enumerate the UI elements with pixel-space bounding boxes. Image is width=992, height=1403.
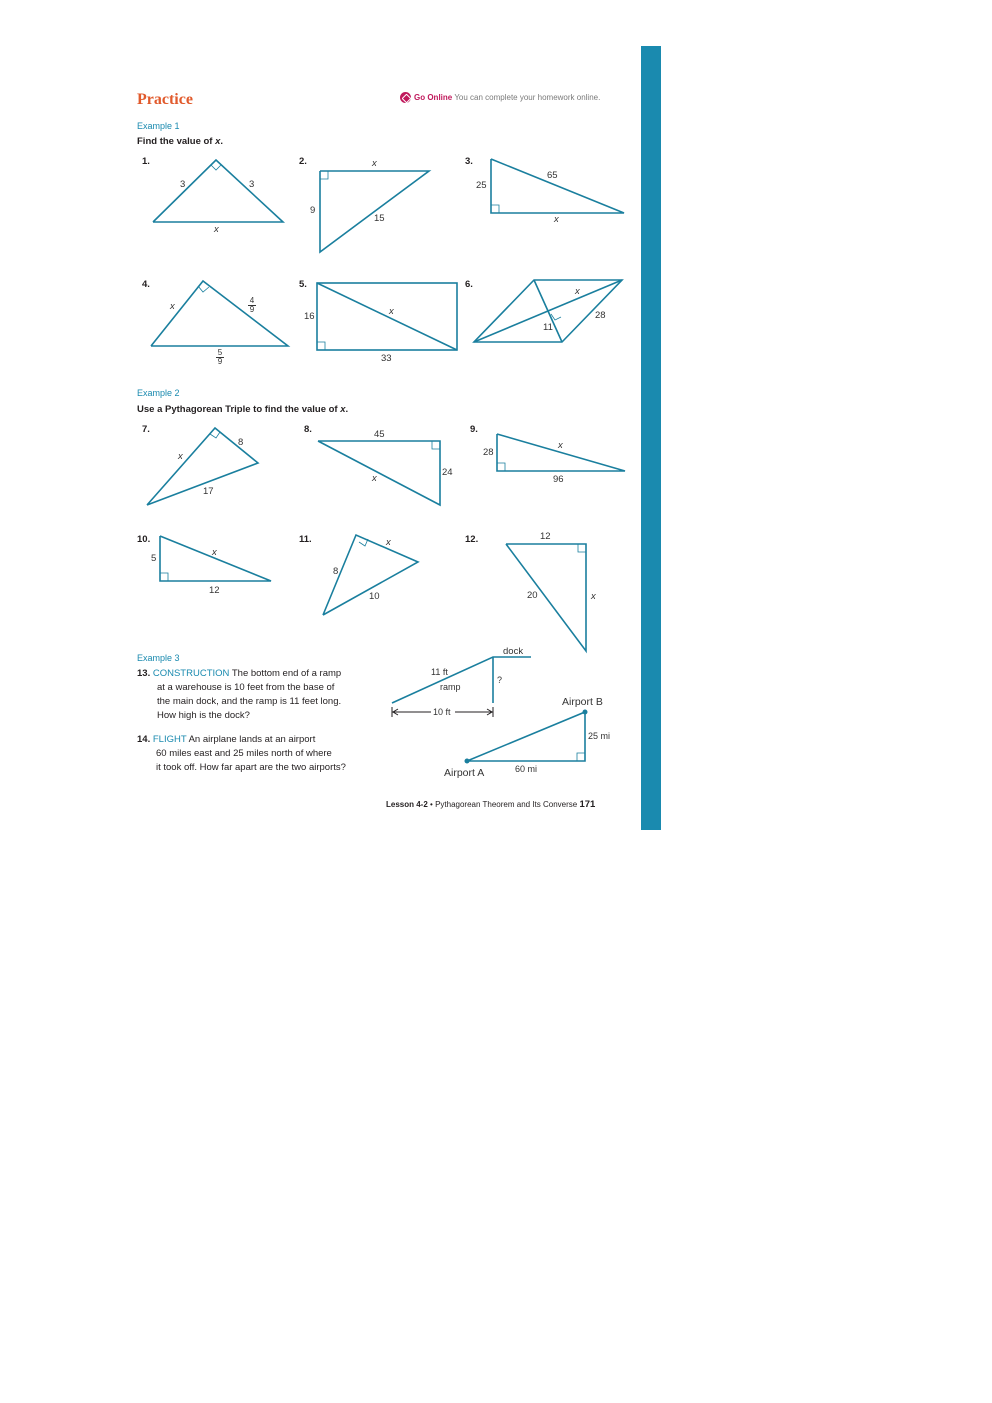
side-label: 33	[381, 353, 392, 364]
right-angle-mark-4	[198, 286, 209, 292]
section-title: Practice	[137, 91, 193, 108]
side-label: x	[575, 286, 580, 297]
side-label: x	[178, 451, 183, 462]
go-online-text: You can complete your homework online.	[454, 93, 601, 102]
problem-number: 3.	[465, 156, 473, 167]
side-label: 3	[249, 179, 255, 190]
side-label: x	[372, 473, 377, 484]
example2-instruction: Use a Pythagorean Triple to find the value of x.	[137, 404, 349, 415]
side-label: x	[170, 301, 175, 312]
right-angle-mark-10	[160, 573, 168, 581]
problem-line: 60 miles east and 25 miles north of where	[156, 748, 332, 759]
side-label: 5	[151, 553, 157, 564]
side-label: 65	[547, 170, 558, 181]
ramp-length-label: 11 ft	[431, 667, 448, 677]
side-label: 9	[310, 205, 316, 216]
side-label: 12	[540, 531, 551, 542]
side-label: 28	[483, 447, 494, 458]
side-label: 17	[203, 486, 214, 497]
problem-line: An airplane lands at an airport	[188, 734, 316, 745]
fraction-label	[215, 349, 225, 366]
problem-number: 9.	[470, 424, 478, 435]
side-label: 3	[180, 179, 186, 190]
side-label: x	[558, 440, 563, 451]
fraction-numerator: 4	[249, 296, 255, 305]
side-label: 28	[595, 310, 606, 321]
problem-number: 11.	[299, 534, 312, 545]
problem-number: 14.	[137, 734, 151, 745]
unknown-height-label: ?	[497, 675, 503, 685]
right-angle-mark-12	[578, 544, 586, 552]
side-label: 20	[527, 590, 538, 601]
problem-number: 13.	[137, 668, 151, 679]
example1-heading[interactable]: Example 1	[137, 121, 180, 131]
go-online-label[interactable]: Go Online	[414, 93, 453, 102]
page-footer	[386, 799, 595, 810]
side-label: 25	[476, 180, 487, 191]
side-label: 96	[553, 474, 564, 485]
right-angle-mark-8	[432, 441, 440, 449]
airport-a-dot	[465, 759, 470, 764]
problem-13-text	[137, 667, 387, 723]
problem-number: 1.	[142, 156, 150, 167]
airport-b-label: Airport B	[562, 696, 603, 708]
problem-number: 6.	[465, 279, 473, 290]
diagonal-5	[317, 283, 457, 350]
triangle-2	[320, 171, 429, 252]
right-angle-mark-2	[320, 171, 328, 179]
side-label: x	[591, 591, 596, 602]
problem-14-text	[137, 733, 387, 775]
side-label: x	[212, 547, 217, 558]
problem-line: How high is the dock?	[157, 710, 250, 721]
problem-line: the main dock, and the ramp is 11 feet long.	[157, 696, 342, 707]
problem-number: 8.	[304, 424, 312, 435]
dock-label: dock	[503, 646, 524, 657]
side-label: 12	[209, 585, 220, 596]
example1-instruction: Find the value of x.	[137, 136, 224, 147]
side-label: x	[214, 224, 219, 235]
problem-number: 5.	[299, 279, 307, 290]
example3-heading[interactable]: Example 3	[137, 653, 180, 663]
triangle-1	[153, 160, 283, 222]
triangle-12	[506, 544, 586, 651]
north-distance-label: 25 mi	[588, 731, 611, 741]
problem-number: 12.	[465, 534, 479, 545]
problem-tag: FLIGHT	[152, 734, 187, 745]
fraction-denominator: 9	[249, 305, 255, 314]
side-label: 10	[369, 591, 380, 602]
side-label: 16	[304, 311, 315, 322]
right-angle-mark-9	[497, 463, 505, 471]
fraction-numerator: 5	[217, 348, 223, 357]
footer-separator: •	[430, 800, 433, 809]
page-number: 171	[579, 799, 596, 810]
ramp-figure	[392, 657, 531, 703]
side-label: x	[372, 158, 377, 169]
side-label: x	[554, 214, 559, 225]
triangle-10	[160, 536, 271, 581]
problem-number: 10.	[137, 534, 151, 545]
base-length-label: 10 ft	[433, 707, 451, 717]
side-label: 8	[238, 437, 244, 448]
triangle-4	[151, 281, 288, 346]
side-label: 8	[333, 566, 339, 577]
fraction-denominator: 9	[217, 357, 223, 366]
ramp-label: ramp	[440, 682, 461, 692]
lesson-number: Lesson 4-2	[386, 800, 428, 809]
airport-b-dot	[583, 710, 588, 715]
problem-number: 4.	[142, 279, 150, 290]
side-label: 45	[374, 429, 385, 440]
lesson-topic: Pythagorean Theorem and Its Converse	[435, 800, 578, 809]
problem-tag: CONSTRUCTION	[152, 668, 230, 679]
right-angle-mark-5	[317, 342, 325, 350]
problem-line: at a warehouse is 10 feet from the base of	[157, 682, 335, 693]
right-angle-mark-1	[211, 165, 221, 170]
problem-line: The bottom end of a ramp	[231, 668, 342, 679]
side-label: 24	[442, 467, 453, 478]
side-label: 11	[543, 322, 553, 333]
triangle-8	[318, 441, 440, 505]
side-label: 15	[374, 213, 385, 224]
example2-heading[interactable]: Example 2	[137, 388, 180, 398]
airport-a-label: Airport A	[444, 767, 485, 779]
right-angle-mark-3	[491, 205, 499, 213]
fraction-label	[247, 297, 257, 314]
side-label: x	[389, 306, 394, 317]
east-distance-label: 60 mi	[515, 764, 538, 774]
problem-number: 7.	[142, 424, 150, 435]
flight-triangle	[467, 712, 585, 761]
problem-line: it took off. How far apart are the two airports?	[156, 762, 346, 773]
problem-number: 2.	[299, 156, 307, 167]
right-angle-mark-14	[577, 753, 585, 761]
triangle-3	[491, 159, 624, 213]
side-label: x	[386, 537, 391, 548]
